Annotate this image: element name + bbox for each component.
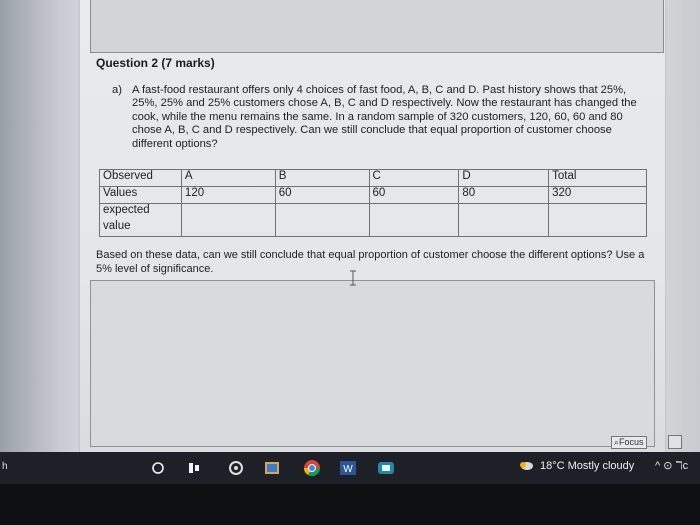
settings-gear-icon[interactable] [226,458,246,478]
view-mode-icon[interactable] [668,435,682,449]
table-cell: 80 [459,187,549,204]
table-cell: 60 [369,187,459,204]
table-cell: 120 [181,187,275,204]
table-cell: Values [100,187,182,204]
table-cell: 320 [549,187,647,204]
text-cursor-icon [349,270,357,286]
table-cell: A [181,170,275,187]
part-text: A fast-food restaurant offers only 4 choices of fast food, A, B, C and D. Past history shows that 25%, 25%, 25% and 25% customers chose A, B, C and D respectively. Now the restaurant has changed the cook, while the menu remains the same. In a random sample of 320 customers, 120, 60, 60 and 80 chose A, B, C and D respectively. Can we still conclude that equal proportion of customer choose different options? [132,84,637,150]
table-row [100,170,647,187]
question-prompt: Based on these data, can we still conclude that equal proportion of customer choose the different options? Use a 5% level of significance. [96,249,645,275]
answer-textarea[interactable] [90,280,655,447]
previous-answer-box[interactable] [90,0,664,53]
search-circle-icon[interactable] [148,458,168,478]
table-cell: D [459,170,549,187]
table-cell[interactable] [459,204,549,237]
cloud-icon [518,459,534,471]
focus-label: Focus [619,437,644,447]
photos-app-icon[interactable] [262,458,282,478]
table-cell[interactable] [369,204,459,237]
task-view-icon[interactable] [184,458,204,478]
table-cell: B [275,170,369,187]
word-app-icon[interactable] [338,458,358,478]
table-cell: value [100,220,182,237]
data-table [99,169,647,237]
weather-status[interactable]: 18°C Mostly cloudy [540,460,635,472]
table-row [100,187,647,204]
svg-text:W: W [343,464,353,475]
table-row [100,204,647,221]
table-cell[interactable] [549,204,647,237]
chrome-browser-icon[interactable] [302,458,322,478]
video-app-icon[interactable] [376,458,396,478]
edge-letter: h [2,461,8,472]
table-cell: Observed [100,170,182,187]
table-cell: Total [549,170,647,187]
table-cell[interactable] [181,204,275,237]
monitor-bezel [0,484,700,525]
part-label: a) [112,84,122,96]
table-cell[interactable] [275,204,369,237]
question-title: Question 2 (7 marks) [96,56,215,70]
table-cell: 60 [275,187,369,204]
table-cell: expected [100,204,182,221]
focus-button[interactable] [611,436,647,449]
system-tray[interactable]: ^ ⊙ ℸc [655,460,689,472]
table-cell: C [369,170,459,187]
focus-icon: ⌕ [614,437,620,447]
